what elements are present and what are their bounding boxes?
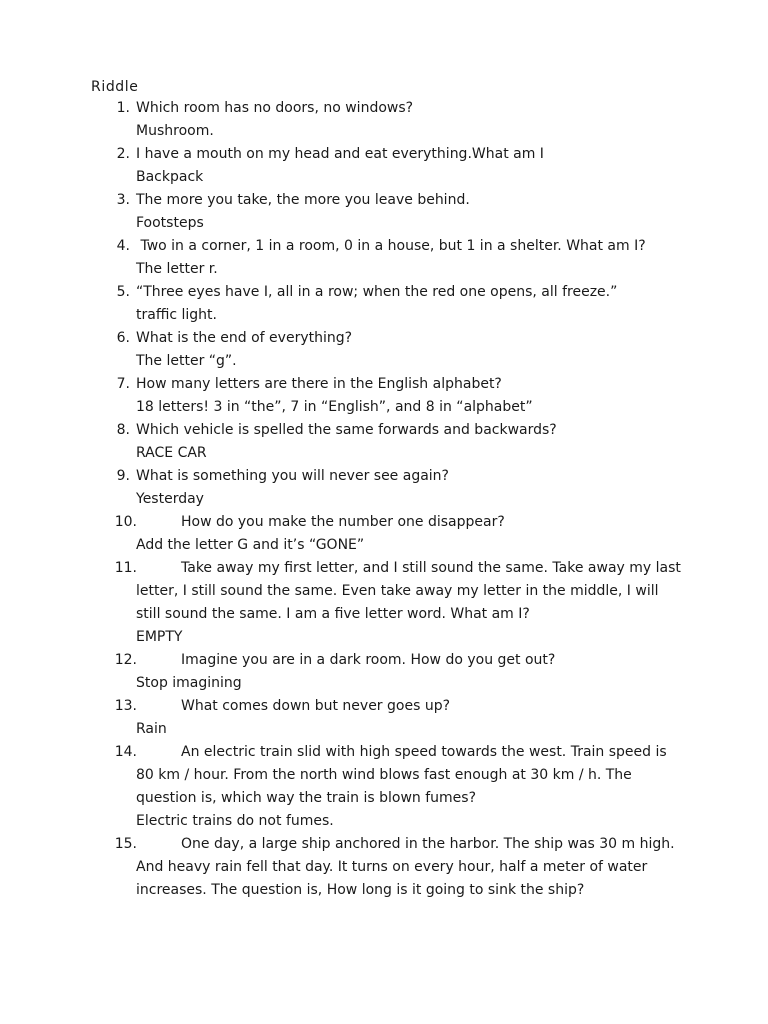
- page-title: Riddle: [91, 79, 139, 95]
- riddle-question: Two in a corner, 1 in a room, 0 in a house, but 1 in a shelter. What am I?: [136, 238, 646, 254]
- list-item: [0, 511, 768, 557]
- list-item: [0, 143, 768, 189]
- item-number: 2.: [116, 146, 130, 162]
- riddle-question: Take away my first letter, and I still sound the same. Take away my last letter, I still sound the same. Even take away my letter in the middle, I will still sound the same. I am a five letter word. What am I?: [136, 560, 681, 622]
- riddle-answer: Rain: [136, 721, 167, 737]
- item-number: 7.: [116, 376, 130, 392]
- list-item: [0, 695, 768, 741]
- riddle-question: What comes down but never goes up?: [181, 698, 451, 714]
- list-item: [0, 649, 768, 695]
- riddle-question: How many letters are there in the English alphabet?: [136, 376, 502, 392]
- riddle-answer: Mushroom.: [136, 123, 214, 139]
- list-item: [0, 235, 768, 281]
- riddle-question: The more you take, the more you leave behind.: [136, 192, 470, 208]
- riddle-answer: traffic light.: [136, 307, 217, 323]
- list-item: [0, 419, 768, 465]
- item-number: 8.: [116, 422, 130, 438]
- item-number: 10.: [114, 514, 137, 530]
- item-number: 13.: [114, 698, 137, 714]
- riddle-question: I have a mouth on my head and eat everything.What am I: [136, 146, 544, 162]
- riddle-question: Imagine you are in a dark room. How do you get out?: [181, 652, 556, 668]
- item-number: 12.: [114, 652, 137, 668]
- riddle-question: What is the end of everything?: [136, 330, 353, 346]
- item-number: 1.: [116, 100, 130, 116]
- item-number: 5.: [116, 284, 130, 300]
- riddle-answer: EMPTY: [136, 629, 183, 645]
- riddle-answer: Yesterday: [136, 491, 204, 507]
- riddle-answer: Footsteps: [136, 215, 204, 231]
- list-item: [0, 327, 768, 373]
- list-item: [0, 97, 768, 143]
- riddle-question: Which room has no doors, no windows?: [136, 100, 414, 116]
- riddle-answer: 18 letters! 3 in “the”, 7 in “English”, and 8 in “alphabet”: [136, 399, 533, 415]
- item-number: 11.: [114, 560, 137, 576]
- riddle-answer: The letter “g”.: [136, 353, 237, 369]
- riddle-question: How do you make the number one disappear?: [181, 514, 505, 530]
- list-item: [0, 557, 768, 649]
- riddle-answer: Backpack: [136, 169, 204, 185]
- list-item: [0, 465, 768, 511]
- riddle-question: An electric train slid with high speed towards the west. Train speed is 80 km / hour. From the north wind blows fast enough at 30 km / h. The question is, which way the train is blown fumes?: [136, 744, 667, 806]
- riddle-list: [0, 97, 768, 902]
- item-number: 6.: [116, 330, 130, 346]
- riddle-answer: Stop imagining: [136, 675, 242, 691]
- list-item: [0, 281, 768, 327]
- riddle-question: Which vehicle is spelled the same forwards and backwards?: [136, 422, 557, 438]
- riddle-answer: The letter r.: [136, 261, 218, 277]
- riddle-answer: RACE CAR: [136, 445, 207, 461]
- list-item: [0, 741, 768, 833]
- item-number: 9.: [116, 468, 130, 484]
- list-item: [0, 373, 768, 419]
- item-number: 4.: [116, 238, 130, 254]
- riddle-question: One day, a large ship anchored in the harbor. The ship was 30 m high. And heavy rain fell that day. It turns on every hour, half a meter of water increases. The question is, How long is it going to sink the ship?: [136, 836, 675, 898]
- list-item: [0, 833, 768, 902]
- riddle-question: What is something you will never see again?: [136, 468, 449, 484]
- item-number: 15.: [114, 836, 137, 852]
- riddle-answer: Add the letter G and it’s “GONE”: [136, 537, 365, 553]
- item-number: 3.: [116, 192, 130, 208]
- item-number: 14.: [114, 744, 137, 760]
- riddle-question: “Three eyes have I, all in a row; when the red one opens, all freeze.”: [136, 284, 618, 300]
- list-item: [0, 189, 768, 235]
- riddle-answer: Electric trains do not fumes.: [136, 813, 334, 829]
